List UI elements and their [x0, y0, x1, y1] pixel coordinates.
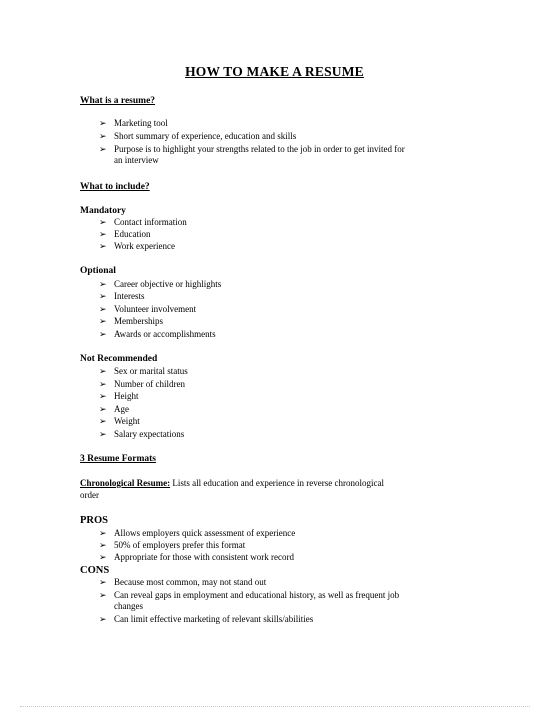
- document-page: HOW TO MAKE A RESUME What is a resume? ➢ Marketing tool ➢ Short summary of experience, education and skills ➢ Purpose is to highlight your strengths related to the job in order to get invited for an interview What to include? Mandatory ➢ Contact information ➢ Education ➢ Work experience Optional ➢ Career objective or highlights ➢ Interests ➢ Volunteer involvement ➢ Memberships ➢ Awards or accomplishments Not Recommended ➢ Sex or marital status ➢ Number of children ➢ Height ➢ Age ➢ Weight ➢ Salary expectations 3 Resume Formats Chronological Resume: Lists all education and experience in reverse chronological order PROS ➢ Allows employers quick assessment of experience ➢ 50% of employers prefer this format ➢ Appropriate for those with consistent work record CONS ➢ Because most common, may not stand out ➢ Can reveal gaps in employment and educational history, as well as frequent job changes ➢ Can limit effective marketing of relevant skills/abilities: [0, 0, 549, 710]
- arrow-bullet-icon: ➢: [99, 528, 107, 538]
- arrow-bullet-icon: ➢: [99, 391, 107, 401]
- chronological-text: Lists all education and experience in reverse chronological: [172, 478, 385, 488]
- chronological-paragraph-continuation: order: [80, 490, 99, 500]
- arrow-bullet-icon: ➢: [99, 131, 107, 141]
- arrow-bullet-icon: ➢: [99, 316, 107, 326]
- heading-mandatory: Mandatory: [80, 206, 126, 216]
- chronological-paragraph: [80, 478, 480, 489]
- heading-resume-formats: 3 Resume Formats: [80, 454, 156, 464]
- arrow-bullet-icon: ➢: [99, 241, 107, 251]
- arrow-bullet-icon: ➢: [99, 416, 107, 426]
- arrow-bullet-icon: ➢: [99, 144, 107, 154]
- heading-optional: Optional: [80, 266, 116, 276]
- arrow-bullet-icon: ➢: [99, 379, 107, 389]
- page-bottom-divider: [20, 706, 530, 707]
- arrow-bullet-icon: ➢: [99, 552, 107, 562]
- chronological-lead: Chronological Resume:: [80, 478, 171, 488]
- arrow-bullet-icon: ➢: [99, 366, 107, 376]
- arrow-bullet-icon: ➢: [99, 279, 107, 289]
- page-title: HOW TO MAKE A RESUME: [185, 64, 364, 79]
- arrow-bullet-icon: ➢: [99, 404, 107, 414]
- arrow-bullet-icon: ➢: [99, 577, 107, 587]
- arrow-bullet-icon: ➢: [99, 291, 107, 301]
- arrow-bullet-icon: ➢: [99, 217, 107, 227]
- heading-pros: PROS: [80, 515, 109, 526]
- arrow-bullet-icon: ➢: [99, 540, 107, 550]
- arrow-bullet-icon: ➢: [99, 329, 107, 339]
- arrow-bullet-icon: ➢: [99, 229, 107, 239]
- heading-not-recommended: Not Recommended: [80, 354, 158, 364]
- heading-what-to-include: What to include?: [80, 182, 150, 192]
- arrow-bullet-icon: ➢: [99, 590, 107, 600]
- arrow-bullet-icon: ➢: [99, 614, 107, 624]
- arrow-bullet-icon: ➢: [99, 429, 107, 439]
- heading-what-is-resume: What is a resume?: [80, 96, 156, 106]
- arrow-bullet-icon: ➢: [99, 118, 107, 128]
- arrow-bullet-icon: ➢: [99, 304, 107, 314]
- heading-cons: CONS: [80, 565, 110, 576]
